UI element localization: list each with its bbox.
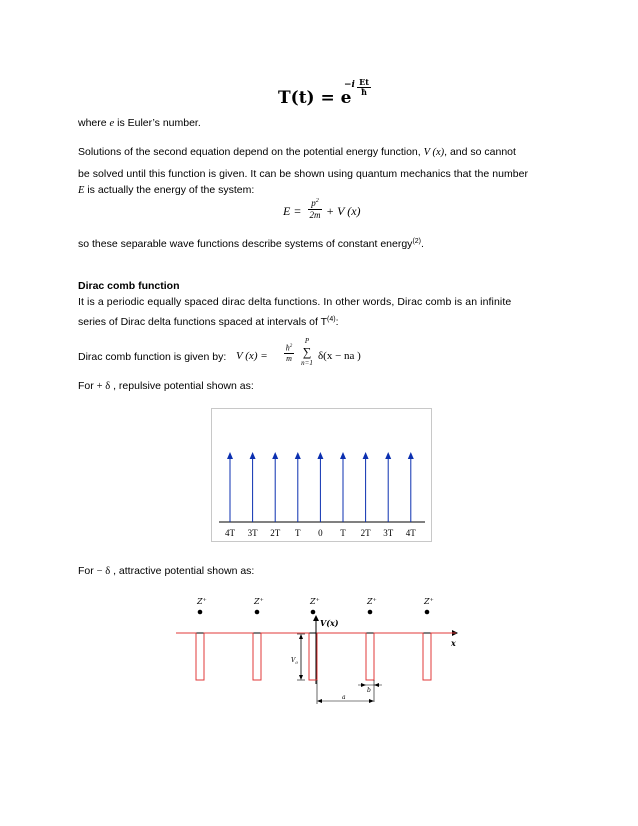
separable-ref: (2) xyxy=(412,238,421,245)
solutions-line-3 xyxy=(78,183,254,198)
energy-num-sup: 2 xyxy=(315,198,319,204)
z-charge-label: Z+ xyxy=(254,597,264,606)
sum-top: P xyxy=(304,337,310,345)
z-charge-label: Z+ xyxy=(367,597,377,606)
a-arrow-left xyxy=(317,699,322,703)
euler-pre: where xyxy=(78,117,110,129)
potential-well-diagram xyxy=(170,592,468,712)
time-equation xyxy=(278,77,369,108)
attractive-symbol: − δ xyxy=(96,566,111,577)
comb-arrowhead xyxy=(227,452,233,459)
exponent-prefix: −i xyxy=(344,80,355,90)
sum-symbol: ∑ xyxy=(302,345,312,359)
z-charge-dot xyxy=(311,610,316,615)
dirac-line-2-end: : xyxy=(335,316,339,328)
comb-tick-label: 2T xyxy=(270,528,281,538)
z-charge-dot xyxy=(425,610,430,615)
solutions-line-3-text: is actually the energy of the system: xyxy=(84,184,255,196)
exponent-numerator: Et xyxy=(357,78,371,88)
time-equation-lhs: T(t) = e xyxy=(278,88,352,108)
z-charge-label: Z+ xyxy=(310,597,320,606)
separable-line xyxy=(78,235,424,251)
repulsive-post: , repulsive potential shown as: xyxy=(110,380,254,392)
dirac-heading: Dirac comb function xyxy=(78,280,180,292)
z-charge-dot xyxy=(255,610,260,615)
comb-tick-label: 3T xyxy=(247,528,258,538)
comb-arrowhead xyxy=(250,452,256,459)
separable-end: . xyxy=(421,238,424,250)
dirac-given-text: Dirac comb function is given by: xyxy=(78,351,227,363)
exponent-fraction xyxy=(357,78,371,97)
energy-num-p: p xyxy=(311,198,316,208)
a-label: a xyxy=(342,694,346,701)
comb-tick-label: 0 xyxy=(318,528,323,538)
solutions-line-1-text xyxy=(78,145,516,160)
energy-numerator xyxy=(308,196,322,210)
v0-label xyxy=(291,657,298,665)
z-charge-dot xyxy=(368,610,373,615)
dirac-line-2 xyxy=(78,313,339,329)
z-charge-label: Z+ xyxy=(197,597,207,606)
dirac-rhs: δ(x − na ) xyxy=(318,350,361,362)
dirac-line-1: It is a periodic equally spaced dirac delta functions. In other words, Dirac comb is an infinite xyxy=(78,296,512,308)
solutions-line-2: be solved until this function is given. It can be shown using quantum mechanics that the number xyxy=(78,168,529,180)
potential-symbol: V (x) xyxy=(423,147,445,158)
time-equation-exponent xyxy=(344,77,369,97)
dirac-coef-den: m xyxy=(286,353,292,363)
dirac-coef-sup: 2 xyxy=(289,344,293,349)
energy-fraction xyxy=(308,196,322,221)
comb-arrowhead xyxy=(295,452,301,459)
v0-arrow-top xyxy=(299,634,303,639)
v0-arrow-bottom xyxy=(299,675,303,680)
v0-sub: 0 xyxy=(295,660,298,665)
dirac-line-2-text: series of Dirac delta functions spaced at intervals of T xyxy=(78,316,328,328)
comb-arrowhead xyxy=(408,452,414,459)
dirac-coef xyxy=(284,342,294,363)
attractive-pre: For xyxy=(78,565,97,577)
solutions-line-1-b: , and so cannot xyxy=(444,146,516,158)
solutions-line-1-a: Solutions of the second equation depend on the potential energy function, xyxy=(78,146,424,158)
attractive-line xyxy=(78,564,254,579)
dirac-formula xyxy=(236,336,416,372)
comb-arrowhead xyxy=(317,452,323,459)
comb-arrowhead xyxy=(363,452,369,459)
dirac-ref: (4) xyxy=(327,316,336,323)
vx-label: V(x) xyxy=(320,618,339,628)
dirac-sum xyxy=(300,336,314,368)
comb-tick-label: 2T xyxy=(360,528,371,538)
dirac-coef-num xyxy=(284,342,294,354)
b-arrow-left xyxy=(361,683,366,687)
y-axis-arrow xyxy=(313,615,319,621)
euler-post: is Euler’s number. xyxy=(114,117,201,129)
comb-arrowhead xyxy=(340,452,346,459)
comb-tick-label: 3T xyxy=(383,528,394,538)
comb-tick-label: 4T xyxy=(225,528,235,538)
comb-arrowhead xyxy=(385,452,391,459)
repulsive-line xyxy=(78,379,254,394)
energy-denominator: 2m xyxy=(309,210,321,220)
comb-arrowhead xyxy=(272,452,278,459)
dirac-lhs: V (x) = xyxy=(236,350,268,362)
sum-bottom: n=1 xyxy=(301,359,313,367)
comb-tick-label: T xyxy=(295,528,301,538)
separable-text: so these separable wave functions describe systems of constant energy xyxy=(78,238,413,250)
b-label: b xyxy=(367,687,371,694)
z-charge-dot xyxy=(198,610,203,615)
attractive-post: , attractive potential shown as: xyxy=(110,565,255,577)
repulsive-symbol: + δ xyxy=(96,381,111,392)
exponent-denominator: ħ xyxy=(361,87,367,97)
x-axis-label: x xyxy=(451,638,456,648)
comb-tick-label: 4T xyxy=(405,528,416,538)
z-charge-label: Z+ xyxy=(424,597,434,606)
dirac-hbar: ħ xyxy=(285,343,290,353)
dirac-comb-chart xyxy=(211,408,432,542)
energy-symbol: E xyxy=(78,185,85,196)
v0-text: V xyxy=(291,657,296,664)
comb-tick-label: T xyxy=(340,528,346,538)
euler-line xyxy=(78,116,201,131)
a-arrow-right xyxy=(369,699,374,703)
solutions-line-1 xyxy=(78,145,562,160)
repulsive-pre: For xyxy=(78,380,97,392)
b-arrow-right xyxy=(374,683,379,687)
energy-rhs: + V (x) xyxy=(326,204,361,218)
energy-lhs: E = xyxy=(283,204,302,218)
euler-symbol: e xyxy=(109,118,115,129)
